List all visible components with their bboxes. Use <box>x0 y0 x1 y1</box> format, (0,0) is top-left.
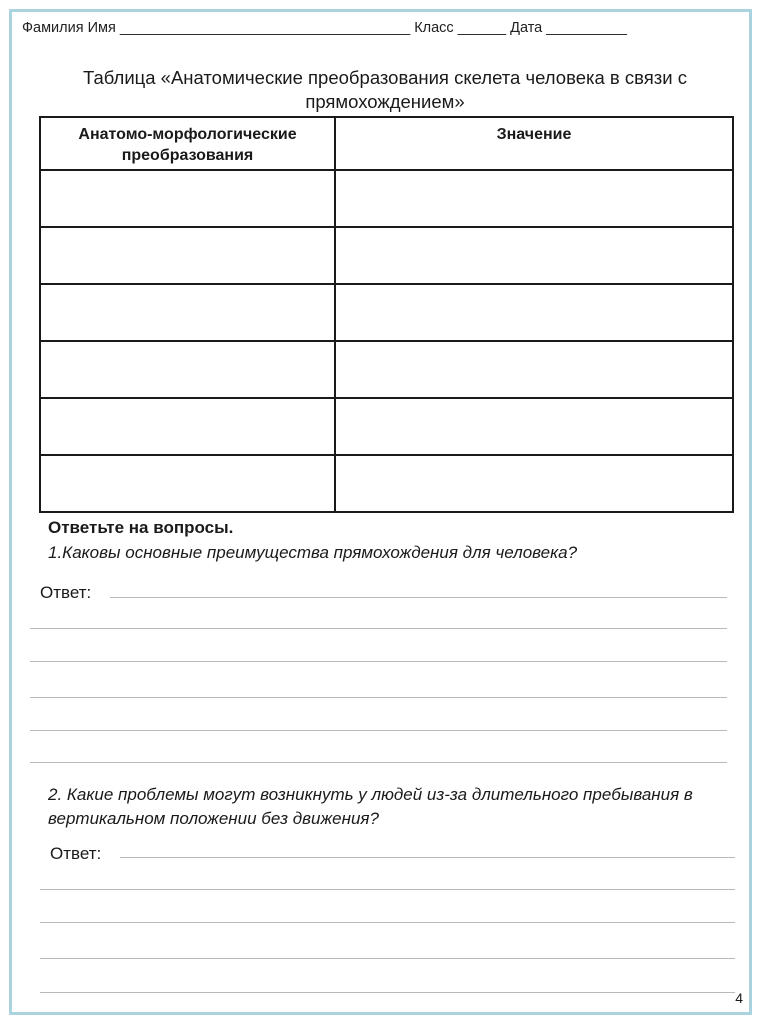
table-cell[interactable] <box>335 455 733 512</box>
table-cell[interactable] <box>40 284 335 341</box>
student-info-line: Фамилия Имя ____________________________________ Класс ______ Дата __________ <box>22 20 627 36</box>
table-cell[interactable] <box>40 455 335 512</box>
table-row <box>40 341 733 398</box>
transformations-table <box>39 116 734 513</box>
answer-1-line[interactable] <box>30 730 727 731</box>
table-row <box>40 455 733 512</box>
answer-2-label: Ответ: <box>50 844 102 863</box>
table-cell[interactable] <box>40 227 335 284</box>
answer-2-line[interactable] <box>40 889 735 890</box>
table-cell[interactable] <box>40 170 335 227</box>
table-cell[interactable] <box>335 227 733 284</box>
answer-2-line[interactable] <box>40 922 735 923</box>
table-row <box>40 170 733 227</box>
column-header-transformations: Анатомо-морфологические преобразования <box>40 117 335 170</box>
table-header-row <box>40 117 733 170</box>
table-cell[interactable] <box>40 398 335 455</box>
table-cell[interactable] <box>335 341 733 398</box>
table-cell[interactable] <box>335 398 733 455</box>
questions-heading: Ответьте на вопросы. <box>48 518 234 537</box>
table-title: Таблица «Анатомические преобразования скелета человека в связи с прямохождением» <box>83 67 687 112</box>
question-2: 2. Какие проблемы могут возникнуть у людей из-за длительного пребывания в вертикальном положении без движения? <box>48 785 693 828</box>
table-row <box>40 227 733 284</box>
answer-2-line[interactable] <box>120 857 735 858</box>
table-cell[interactable] <box>335 284 733 341</box>
answer-1-line[interactable] <box>30 697 727 698</box>
table-cell[interactable] <box>335 170 733 227</box>
answer-2-line[interactable] <box>40 958 735 959</box>
answer-1-line[interactable] <box>30 661 727 662</box>
table-row <box>40 398 733 455</box>
answer-2-line[interactable] <box>40 992 735 993</box>
answer-1-line[interactable] <box>30 762 727 763</box>
answer-1-label: Ответ: <box>40 583 92 602</box>
answer-1-line[interactable] <box>110 597 727 598</box>
column-header-meaning: Значение <box>335 117 733 170</box>
table-cell[interactable] <box>40 341 335 398</box>
table-row <box>40 284 733 341</box>
page-number: 4 <box>735 990 743 1006</box>
answer-1-line[interactable] <box>30 628 727 629</box>
question-1: 1.Каковы основные преимущества прямохождения для человека? <box>48 543 578 562</box>
